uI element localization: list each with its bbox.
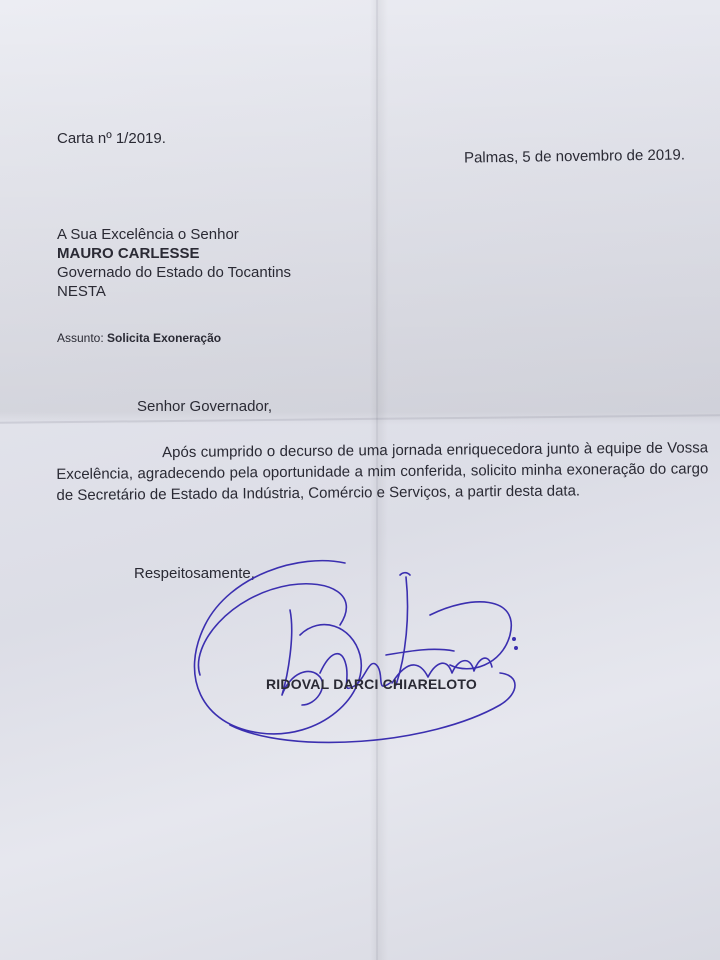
letter-body: Após cumprido o decurso de uma jornada enriquecedora junto à equipe de Vossa Excelência, agradecendo pela oportunidade a mim conferida, solicito minha exoneração do cargo de Secretário de Estado da Indústria, Comércio e Serviços, a partir desta data. (56, 439, 709, 504)
subject-label: Assunto: (57, 331, 104, 345)
place-and-date: Palmas, 5 de novembro de 2019. (463, 146, 686, 167)
salutation: Senhor Governador, (137, 398, 273, 415)
recipient-title: Governado do Estado do Tocantins (57, 264, 292, 281)
signatory-name: RIDOVAL DARCI CHIARELOTO (266, 676, 477, 692)
subject-line (57, 331, 221, 345)
recipient-location: NESTA (57, 283, 106, 300)
recipient-name: MAURO CARLESSE (57, 245, 200, 262)
fold-crease-horizontal (0, 414, 720, 424)
handwritten-signature (170, 555, 540, 755)
subject-text: Solicita Exoneração (107, 331, 222, 345)
closing: Respeitosamente, (134, 565, 255, 582)
recipient-salutation-line: A Sua Excelência o Senhor (57, 226, 239, 243)
letter-number: Carta nº 1/2019. (57, 130, 166, 147)
